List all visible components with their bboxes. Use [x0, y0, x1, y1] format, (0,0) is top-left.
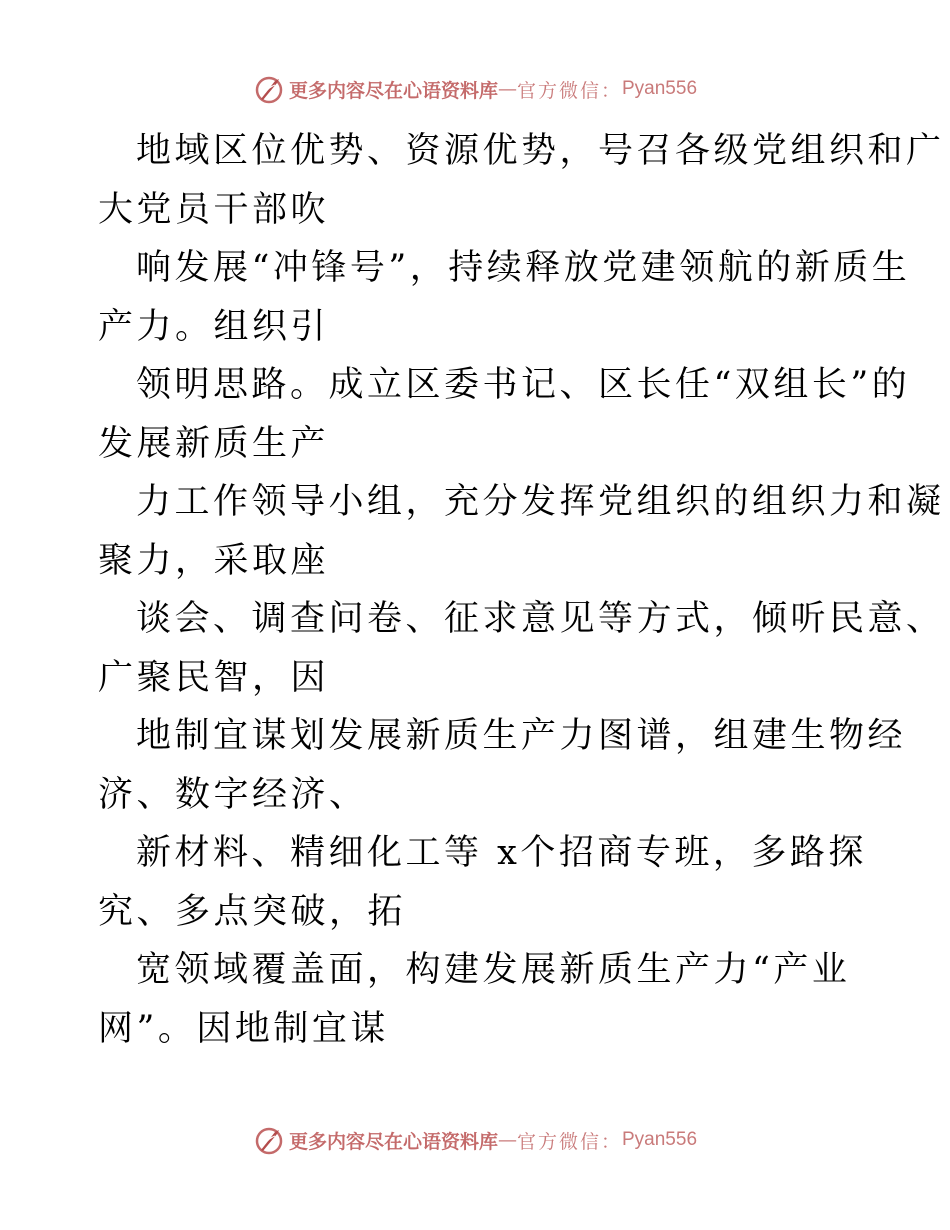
body-line: 力工作领导小组，充分发挥党组织的组织力和凝 — [136, 482, 945, 522]
body-line: 网”。因地制宜谋 — [98, 1008, 389, 1049]
body-line: 宽领域覆盖面，构建发展新质生产力“产业 — [136, 950, 851, 990]
body-line: 大党员干部吹 — [98, 189, 330, 230]
watermark-label: 官方微信： — [516, 79, 622, 102]
watermark-label: 官方微信： — [516, 1130, 622, 1153]
footer-watermark — [0, 1122, 950, 1158]
body-line: 领明思路。成立区委书记、区长任“双组长”的 — [136, 365, 911, 405]
body-line: 聚力，采取座 — [98, 540, 330, 581]
body-line: 产力。组织引 — [98, 306, 330, 347]
body-line: 究、多点突破，拓 — [98, 891, 407, 932]
body-line: 地域区位优势、资源优势，号召各级党组织和广 — [136, 131, 945, 171]
watermark-id: Pyan556 — [622, 1129, 698, 1150]
watermark-brand: 更多内容尽在心语资料库 — [288, 1130, 498, 1153]
watermark-dash: — — [497, 1129, 517, 1151]
document-body — [98, 122, 945, 1058]
body-line: 发展新质生产 — [98, 423, 330, 464]
quill-pen-logo-icon — [253, 1124, 285, 1156]
header-watermark — [0, 71, 950, 107]
watermark-brand: 更多内容尽在心语资料库 — [288, 79, 498, 102]
body-line: 济、数字经济、 — [98, 774, 368, 815]
watermark-dash: — — [497, 78, 517, 100]
quill-pen-logo-icon — [253, 73, 285, 105]
body-line: 谈会、调查问卷、征求意见等方式，倾听民意、 — [136, 599, 945, 639]
body-line: 广聚民智，因 — [98, 657, 330, 698]
watermark-id: Pyan556 — [622, 78, 698, 99]
body-line: 新材料、精细化工等 x个招商专班，多路探 — [136, 833, 867, 873]
body-line: 地制宜谋划发展新质生产力图谱，组建生物经 — [136, 716, 907, 756]
body-line: 响发展“冲锋号”，持续释放党建领航的新质生 — [136, 248, 911, 288]
